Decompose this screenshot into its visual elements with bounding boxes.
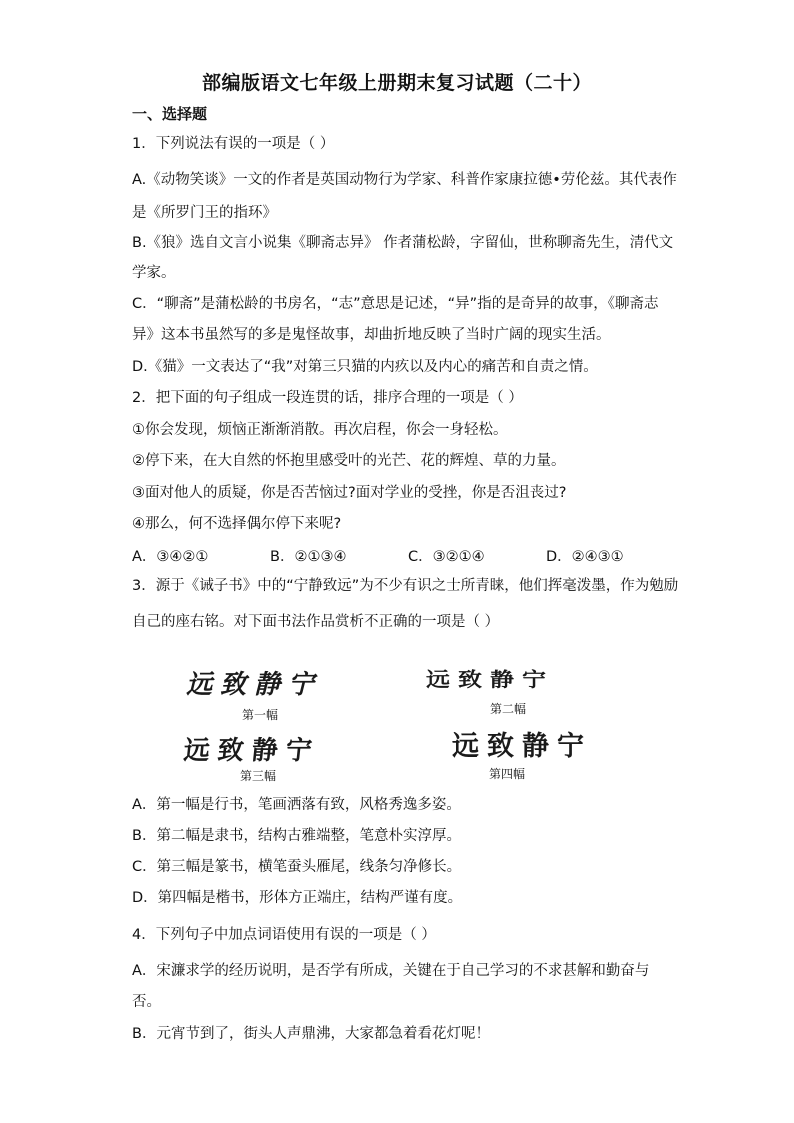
- calligraphy-3-caption: 第三幅: [240, 769, 277, 783]
- q3-option-c: C．第三幅是篆书，横笔蚕头雁尾，线条匀净修长。: [132, 859, 462, 875]
- calligraphy-4: 远致静宁: [452, 731, 592, 762]
- q2-sentence-1: ①你会发现，烦恼正渐渐消散。再次启程，你会一身轻松。: [132, 422, 508, 438]
- q2-choice-d: D．②④③①: [546, 549, 624, 565]
- calligraphy-1-caption: 第一幅: [242, 708, 279, 722]
- q2-choice-c: C．③②①④: [408, 549, 485, 565]
- section-heading: 一、选择题: [132, 105, 208, 123]
- calligraphy-3: 远致静宁: [182, 736, 322, 766]
- q1-option-c-line1: C．“聊斋”是蒲松龄的书房名，“志”意思是记述，“异”指的是奇异的故事，《聊斋志: [132, 296, 659, 312]
- q1-option-a-line2: 是《所罗门王的指环》: [132, 205, 277, 221]
- question-2: 2．把下面的句子组成一段连贯的话，排序合理的一项是（ ）: [132, 390, 523, 406]
- question-1: 1．下列说法有误的一项是（ ）: [132, 136, 335, 152]
- q3-option-d: D．第四幅是楷书，形体方正端庄，结构严谨有度。: [132, 890, 463, 906]
- q2-choices: [132, 545, 652, 565]
- q2-choice-b: B．②①③④: [270, 549, 347, 565]
- calligraphy-1: 远致静宁: [186, 670, 323, 700]
- q2-sentence-3: ③面对他人的质疑，你是否苦恼过?面对学业的受挫，你是否沮丧过?: [132, 485, 567, 501]
- q4-option-b: B．元宵节到了，街头人声鼎沸，大家都急着看花灯呢！: [132, 1026, 490, 1042]
- q3-option-b: B．第二幅是隶书，结构古雅端整，笔意朴实淳厚。: [132, 828, 461, 844]
- calligraphy-2-caption: 第二幅: [490, 702, 527, 716]
- q2-choice-a: A．③④②①: [132, 549, 209, 565]
- q1-option-b-line1: B.《狼》选自文言小说集《聊斋志异》 作者蒲松龄，字留仙，世称聊斋先生，清代文: [132, 235, 674, 251]
- q1-option-b-line2: 学家。: [132, 265, 176, 281]
- calligraphy-4-caption: 第四幅: [489, 767, 526, 781]
- question-3-line2: 自己的座右铭。对下面书法作品赏析不正确的一项是（ ）: [132, 614, 500, 630]
- q2-sentence-4: ④那么，何不选择偶尔停下来呢?: [132, 516, 342, 532]
- q3-option-a: A．第一幅是行书，笔画洒落有致，风格秀逸多姿。: [132, 797, 461, 813]
- q4-option-a-line2: 否。: [132, 994, 161, 1010]
- q1-option-a-line1: A.《动物笑谈》一文的作者是英国动物行为学家、科普作家康拉德•劳伦兹。其代表作: [132, 172, 677, 188]
- page-title: 部编版语文七年级上册期末复习试题（二十）: [201, 72, 592, 94]
- question-4: 4．下列句子中加点词语使用有误的一项是（ ）: [132, 927, 436, 943]
- q4-option-a-line1: A．宋濂求学的经历说明，是否学有所成，关键在于自己学习的不求甚解和勤奋与: [132, 963, 650, 979]
- q1-option-c-line2: 异》这本书虽然写的多是鬼怪故事，却曲折地反映了当时广阔的现实生活。: [132, 327, 611, 343]
- calligraphy-2: 远致静宁: [426, 667, 554, 691]
- q1-option-d: D.《猫》一文表达了“我”对第三只猫的内疚以及内心的痛苦和自责之情。: [132, 359, 598, 375]
- question-3-line1: 3．源于《诫子书》中的“宁静致远”为不少有识之士所青睐，他们挥毫泼墨，作为勉励: [132, 578, 679, 594]
- q2-sentence-2: ②停下来，在大自然的怀抱里感受叶的光芒、花的辉煌、草的力量。: [132, 453, 566, 469]
